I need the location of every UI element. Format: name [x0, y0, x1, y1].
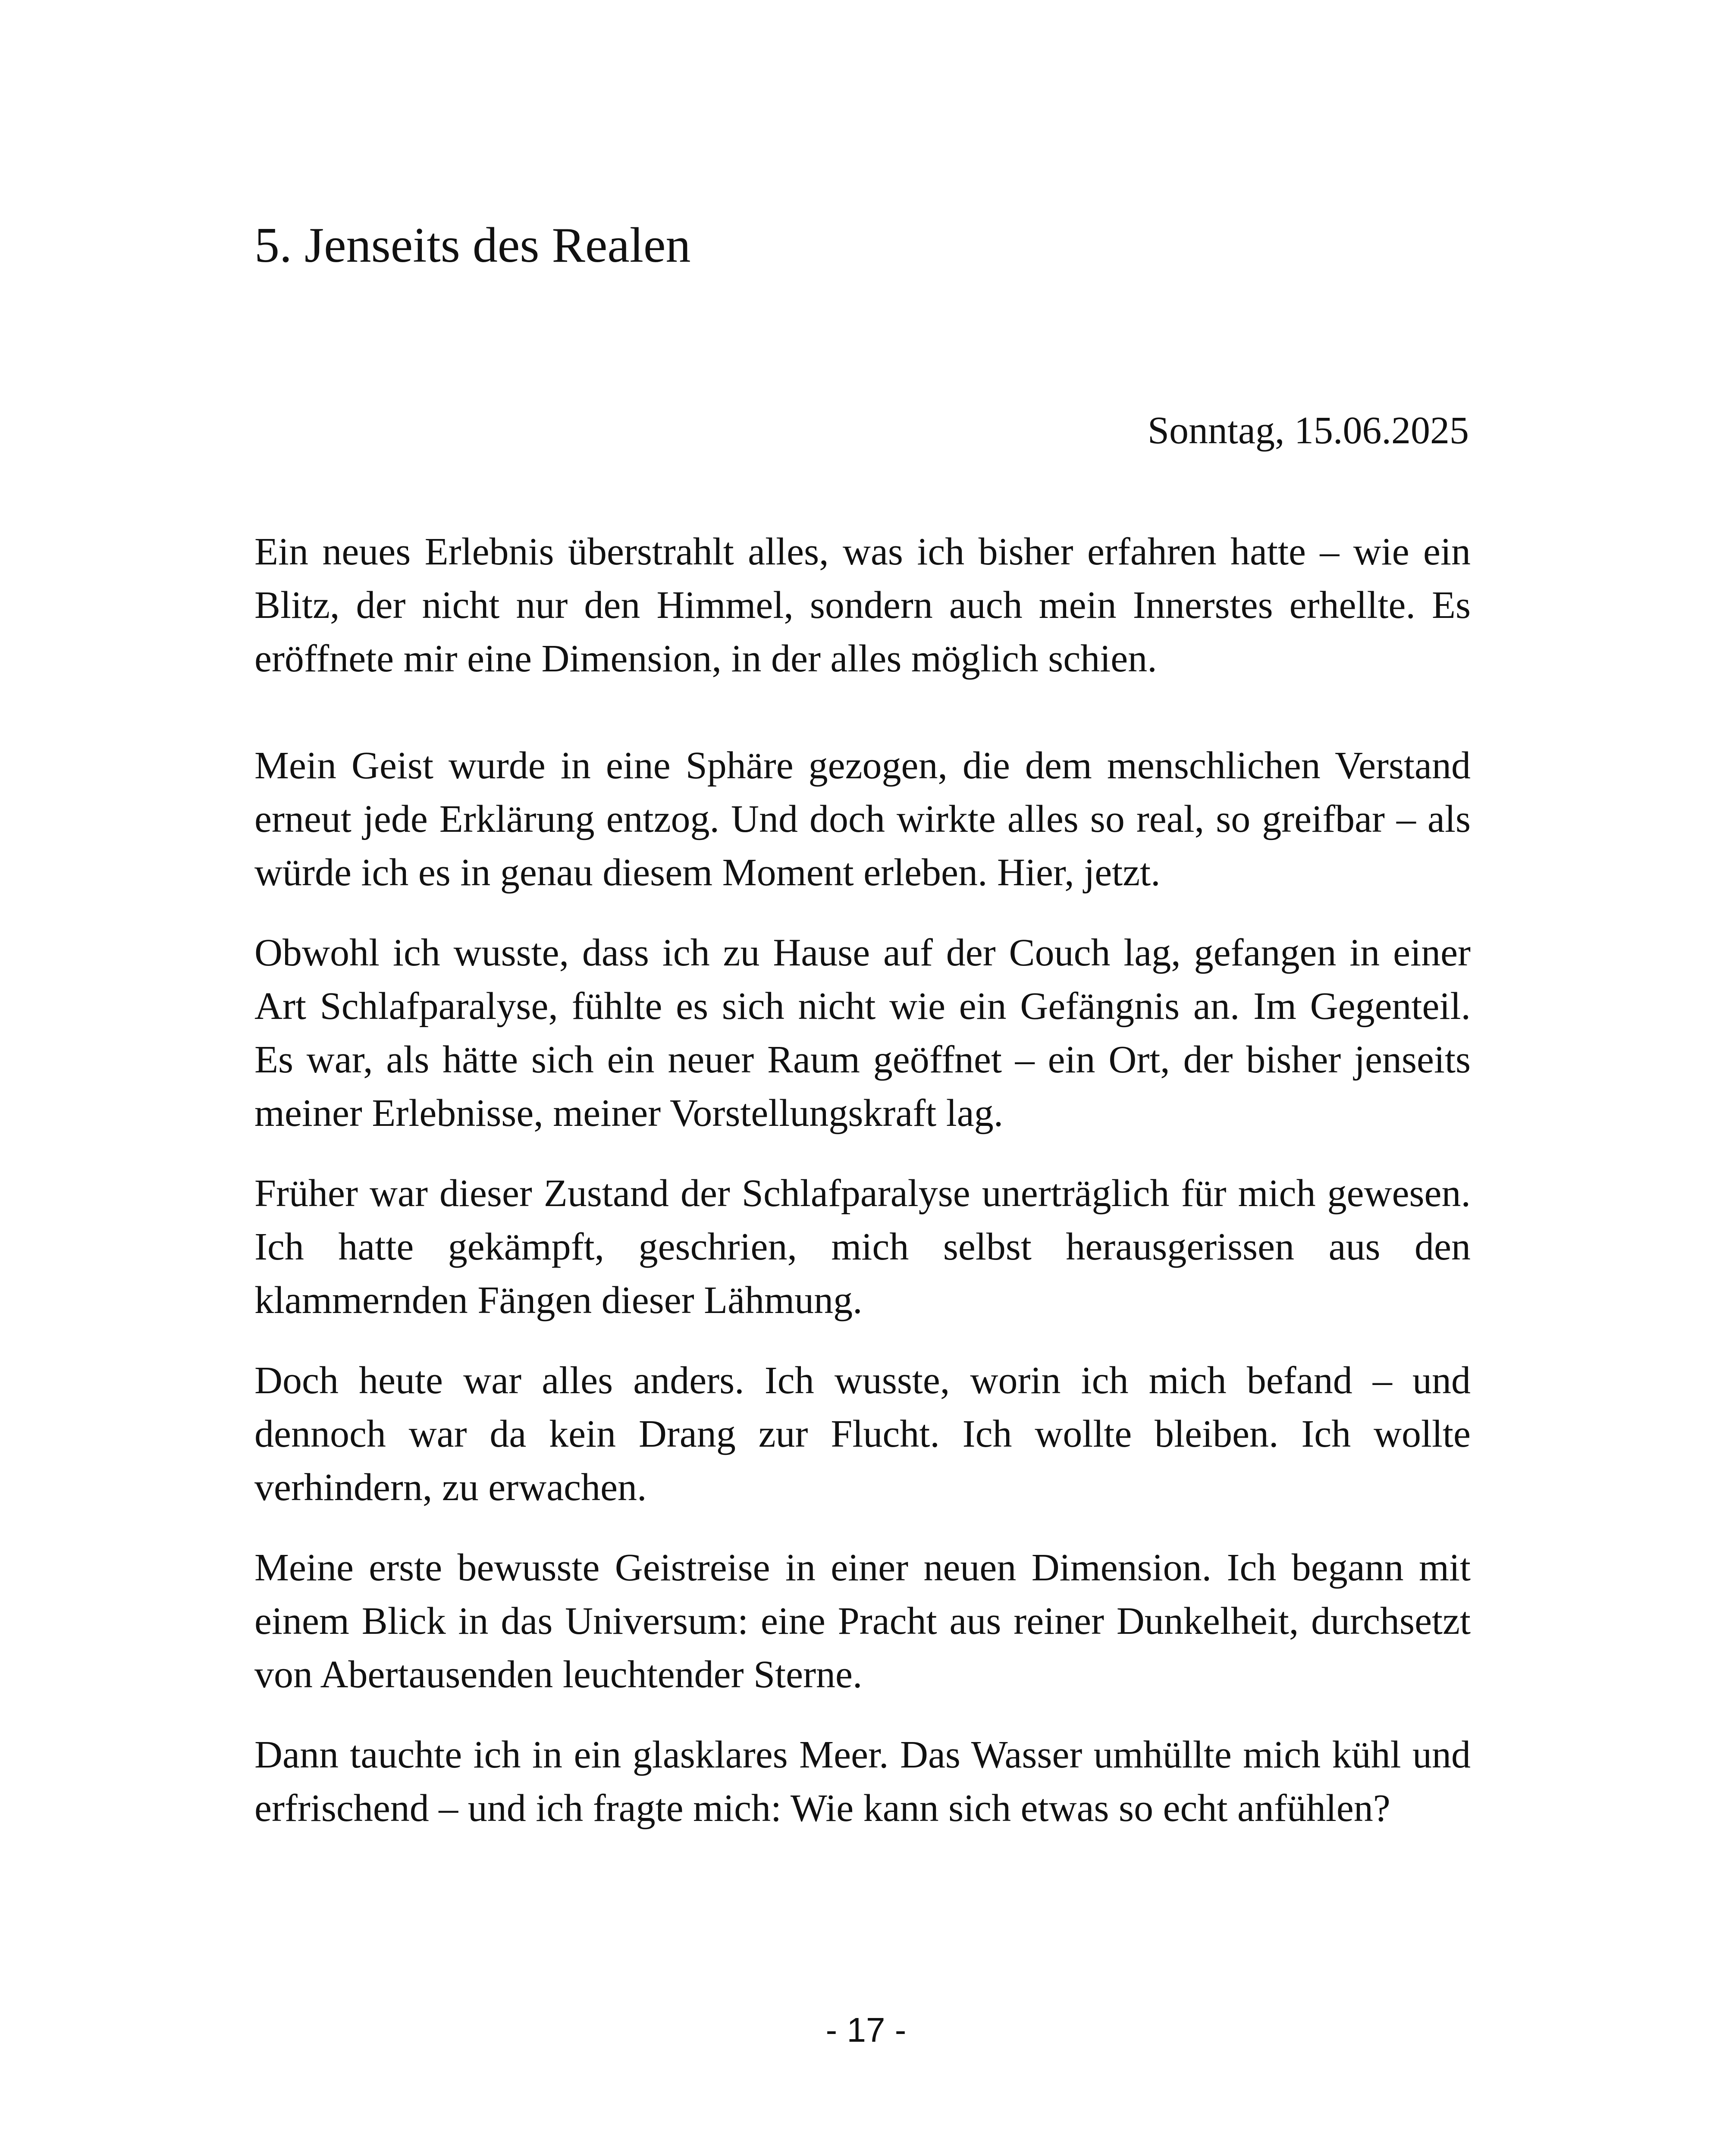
paragraph: Ein neues Erlebnis überstrahlt alles, was ich bisher erfahren hatte – wie ein Blitz, der nicht nur den Himmel, sondern auch mein Innerstes erhellte. Es eröffnete mir eine Dimension, in der alles möglich schien.	[254, 530, 1471, 680]
paragraph: Früher war dieser Zustand der Schlafparalyse unerträglich für mich gewesen. Ich hatte gekämpft, geschrien, mich selbst herausgerissen aus den klammernden Fängen dieser Lähmung.	[254, 1172, 1471, 1322]
paragraph: Mein Geist wurde in eine Sphäre gezogen, die dem menschlichen Verstand erneut jede Erklärung entzog. Und doch wirkte alles so real, so greifbar – als würde ich es in genau diesem Moment erleben. Hier, jetzt.	[254, 744, 1471, 894]
entry-date: Sonntag, 15.06.2025	[1147, 409, 1469, 452]
paragraph: Obwohl ich wusste, dass ich zu Hause auf der Couch lag, gefangen in einer Art Schlafparalyse, fühlte es sich nicht wie ein Gefängnis an. Im Gegenteil. Es war, als hätte sich ein neuer Raum geöffnet – ein Ort, der bisher jenseits meiner Erlebnisse, meiner Vorstellungskraft lag.	[254, 931, 1471, 1134]
paragraph: Doch heute war alles anders. Ich wusste, worin ich mich befand – und dennoch war da kein Drang zur Flucht. Ich wollte bleiben. Ich wollte verhindern, zu erwachen.	[254, 1359, 1471, 1509]
paragraph: Dann tauchte ich in ein glasklares Meer. Das Wasser umhüllte mich kühl und erfrischend – und ich fragte mich: Wie kann sich etwas so echt anfühlen?	[254, 1733, 1471, 1830]
chapter-title: 5. Jenseits des Realen	[254, 218, 691, 273]
paragraph: Meine erste bewusste Geistreise in einer neuen Dimension. Ich begann mit einem Blick in das Universum: eine Pracht aus reiner Dunkelheit, durchsetzt von Abertausenden leuchtender Sterne.	[254, 1546, 1471, 1696]
body-text	[254, 525, 1471, 1862]
page-number: - 17 -	[825, 2011, 907, 2049]
